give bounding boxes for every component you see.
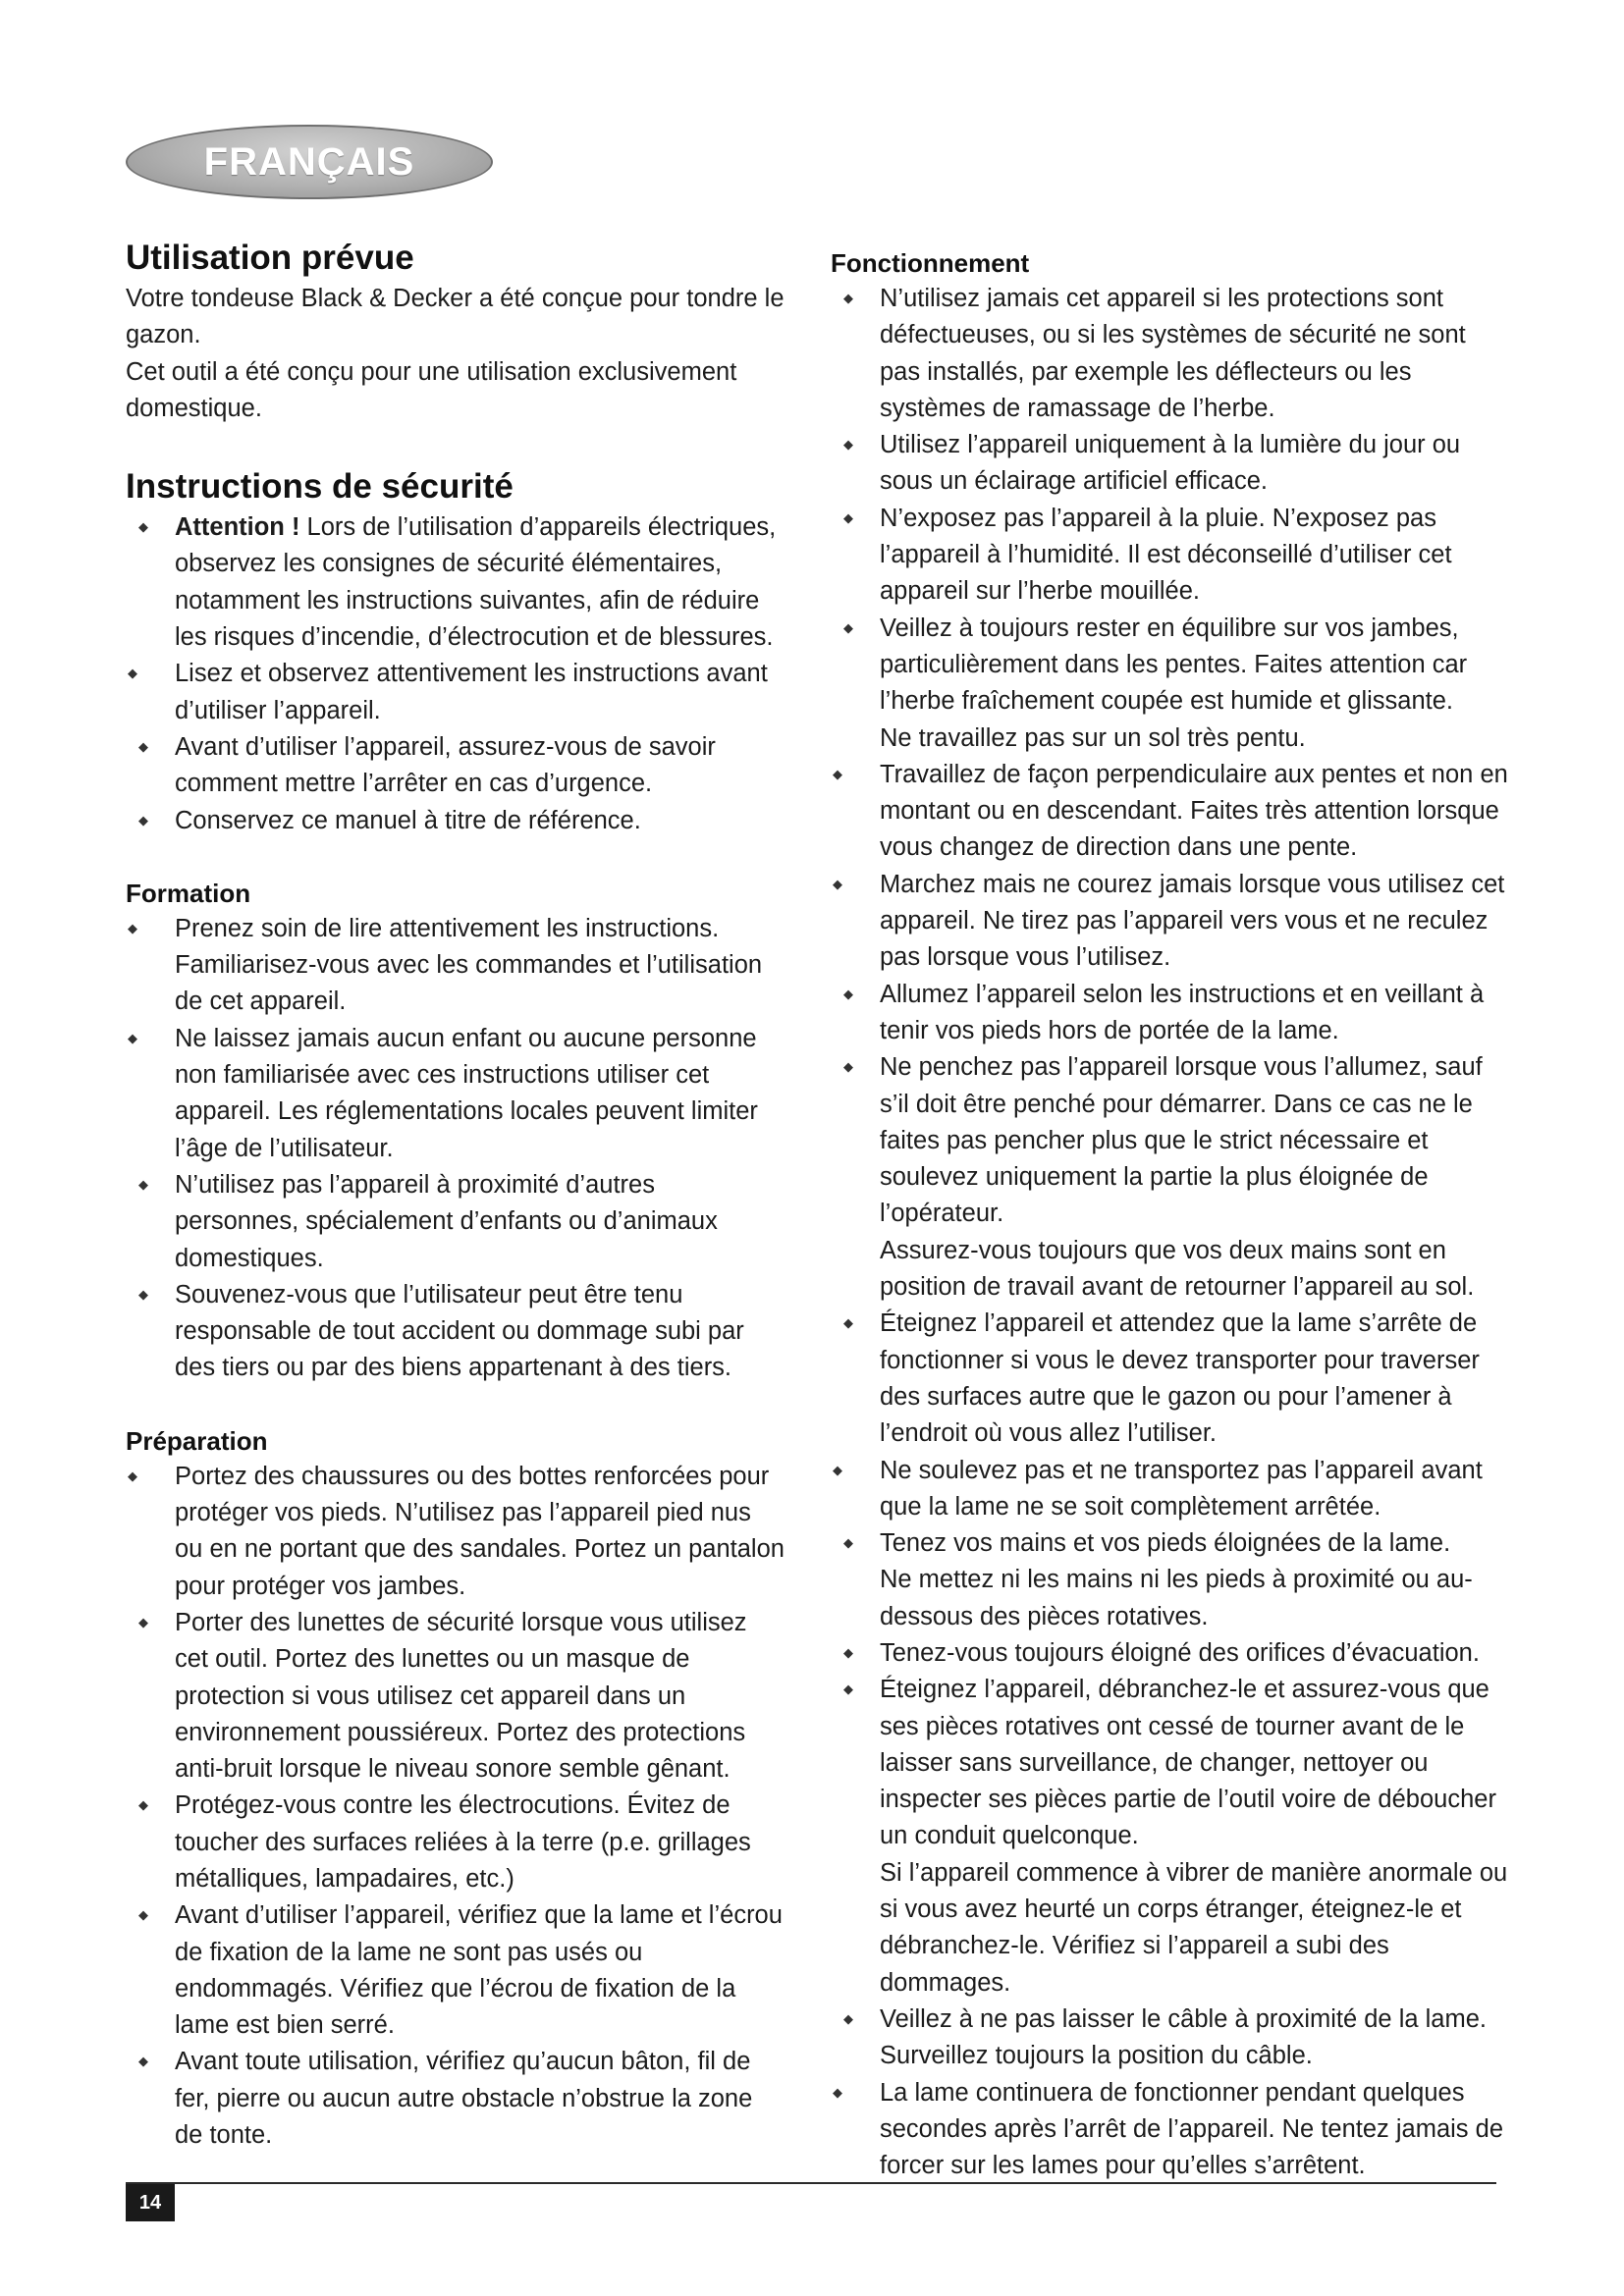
heading-operation: Fonctionnement — [831, 248, 1030, 278]
list-item: ◆ Veillez à toujours rester en équilibre sur vos jambes, particulièrement dans les pentes. Faites attention car l’herbe fraîchement coupée est humide et glissante. — [831, 611, 1508, 721]
section-safety-instructions — [126, 464, 785, 839]
list-item-continuation: Assurez-vous toujours que vos deux mains sont en position de travail avant de retourner l’appareil au sol. — [880, 1236, 1475, 1302]
footer-rule — [126, 2182, 1496, 2184]
list-item: ◆ La lame continuera de fonctionner pendant quelques secondes après l’arrêt de l’appareil. Ne tentez jamais de forcer sur les lames pour qu’elles s’arrêtent. — [831, 2075, 1508, 2185]
section-operation — [831, 245, 1508, 2184]
list-item — [126, 509, 785, 656]
list-item: ◆ Marchez mais ne courez jamais lorsque vous utilisez cet appareil. Ne tirez pas l’appareil vers vous et ne reculez pas lorsque vous l’utilisez. — [831, 867, 1508, 977]
section-intended-use — [126, 236, 785, 427]
list-item: ◆ Éteignez l’appareil, débranchez-le et assurez-vous que ses pièces rotatives ont cessé de tourner avant de le laisser sans surveillance, de changer, nettoyer ou inspecter ses pièces partie de l’outil voire de déboucher un conduit quelconque. — [831, 1672, 1508, 1854]
list-item: ◆ Ne laissez jamais aucun enfant ou aucune personne non familiarisée avec ces instructions utiliser cet appareil. Les réglementations locales peuvent limiter l’âge de l’utilisateur. — [126, 1021, 785, 1167]
list-item: ◆ Avant d’utiliser l’appareil, vérifiez que la lame et l’écrou de fixation de la lame ne sont pas usés ou endommagés. Vérifiez que l’écrou de fixation de la lame est bien serré. — [126, 1897, 785, 2044]
list-item: ◆ N’exposez pas l’appareil à la pluie. N’exposez pas l’appareil à l’humidité. Il est déconseillé d’utiliser cet appareil sur l’herbe mouillée. — [831, 501, 1508, 611]
list-item-continuation: Ne travaillez pas sur un sol très pentu. — [880, 723, 1306, 752]
list-item: ◆ Prenez soin de lire attentivement les instructions. Familiarisez-vous avec les commandes et l’utilisation de cet appareil. — [126, 911, 785, 1021]
list-item: ◆ Éteignez l’appareil et attendez que la lame s’arrête de fonctionner si vous le devez transporter pour traverser des surfaces autre que le gazon ou pour l’amener à l’endroit où vous allez l’utiliser. — [831, 1306, 1508, 1452]
list-item: ◆ Veillez à ne pas laisser le câble à proximité de la lame. — [831, 2002, 1508, 2038]
safety-list — [126, 509, 785, 839]
list-item: ◆ Portez des chaussures ou des bottes renforcées pour protéger vos pieds. N’utilisez pas l’appareil pied nus ou en ne portant que des sandales. Portez un pantalon pour protéger vos jambes. — [126, 1459, 785, 1605]
list-item-continuation: Ne mettez ni les mains ni les pieds à proximité ou au-dessous des pièces rotatives. — [880, 1566, 1473, 1630]
list-item: ◆ Tenez vos mains et vos pieds éloignées de la lame. — [831, 1525, 1508, 1562]
language-badge — [126, 125, 493, 199]
right-column — [831, 245, 1508, 2184]
list-item: ◆ Ne soulevez pas et ne transportez pas l’appareil avant que la lame ne se soit complètement arrêtée. — [831, 1453, 1508, 1526]
training-list — [126, 911, 785, 1387]
list-item: ◆ Travaillez de façon perpendiculaire aux pentes et non en montant ou en descendant. Faites très attention lorsque vous changez de direction dans une pente. — [831, 757, 1508, 867]
list-item: ◆ Avant toute utilisation, vérifiez qu’aucun bâton, fil de fer, pierre ou aucun autre obstacle n’obstrue la zone de tonte. — [126, 2044, 785, 2154]
section-training — [126, 876, 785, 1387]
language-badge-label: FRANÇAIS — [203, 139, 415, 184]
list-item: ◆ Porter des lunettes de sécurité lorsque vous utilisez cet outil. Portez des lunettes ou un masque de protection si vous utilisez cet appareil dans un environnement poussiéreux. Portez des protections anti-bruit lorsque le niveau sonore semble gênant. — [126, 1605, 785, 1788]
list-item: ◆ Protégez-vous contre les électrocutions. Évitez de toucher des surfaces reliées à la terre (p.e. grillages métalliques, lampadaires, etc.) — [126, 1788, 785, 1897]
list-item-continuation: Si l’appareil commence à vibrer de manière anormale ou si vous avez heurté un corps étranger, éteignez-le et débranchez-le. Vérifiez si l’appareil a subi des dommages. — [880, 1858, 1508, 1997]
paragraph: Cet outil a été conçu pour une utilisation exclusivement domestique. — [126, 357, 737, 422]
list-item: ◆ Souvenez-vous que l’utilisateur peut être tenu responsable de tout accident ou dommage subi par des tiers ou par des biens appartenant à des tiers. — [126, 1277, 785, 1387]
page-number: 14 — [126, 2184, 175, 2221]
list-item: ◆ Allumez l’appareil selon les instructions et en veillant à tenir vos pieds hors de portée de la lame. — [831, 977, 1508, 1050]
attention-label: Attention ! — [175, 513, 300, 542]
paragraph: Votre tondeuse Black & Decker a été conçue pour tondre le gazon. — [126, 285, 785, 349]
section-preparation — [126, 1423, 785, 2155]
heading-preparation: Préparation — [126, 1425, 268, 1456]
list-item: ◆ N’utilisez pas l’appareil à proximité d’autres personnes, spécialement d’enfants ou d’animaux domestiques. — [126, 1167, 785, 1277]
heading-intended-use: Utilisation prévue — [126, 239, 414, 277]
heading-training: Formation — [126, 878, 251, 908]
list-item: ◆ Utilisez l’appareil uniquement à la lumière du jour ou sous un éclairage artificiel efficace. — [831, 427, 1508, 501]
operation-list — [831, 281, 1508, 2184]
heading-safety-instructions: Instructions de sécurité — [126, 467, 514, 507]
list-item: ◆ Tenez-vous toujours éloigné des orifices d’évacuation. — [831, 1635, 1508, 1672]
list-item: ◆ Lisez et observez attentivement les instructions avant d’utiliser l’appareil. — [126, 656, 785, 729]
list-item: ◆ N’utilisez jamais cet appareil si les protections sont défectueuses, ou si les systèmes de sécurité ne sont pas installés, par exemple les déflecteurs ou les systèmes de ramassage de l’herbe. — [831, 281, 1508, 427]
list-item-continuation: Surveillez toujours la position du câble. — [880, 2042, 1313, 2070]
list-item: ◆ Conservez ce manuel à titre de référence. — [126, 803, 785, 839]
list-item-text: Lors de l’utilisation d’appareils électriques, observez les consignes de sécurité élémentaires, notamment les instructions suivantes, afin de réduire les risques d’incendie, d’électrocution et de blessures. — [175, 513, 777, 652]
list-item: ◆ Avant d’utiliser l’appareil, assurez-vous de savoir comment mettre l’arrêter en cas d’urgence. — [126, 729, 785, 803]
list-item: ◆ Ne penchez pas l’appareil lorsque vous l’allumez, sauf s’il doit être penché pour démarrer. Dans ce cas ne le faites pas pencher plus que le strict nécessaire et soulevez uniquement la partie la plus éloignée de l’opérateur. — [831, 1049, 1508, 1232]
preparation-list — [126, 1459, 785, 2155]
left-column — [126, 236, 785, 2154]
